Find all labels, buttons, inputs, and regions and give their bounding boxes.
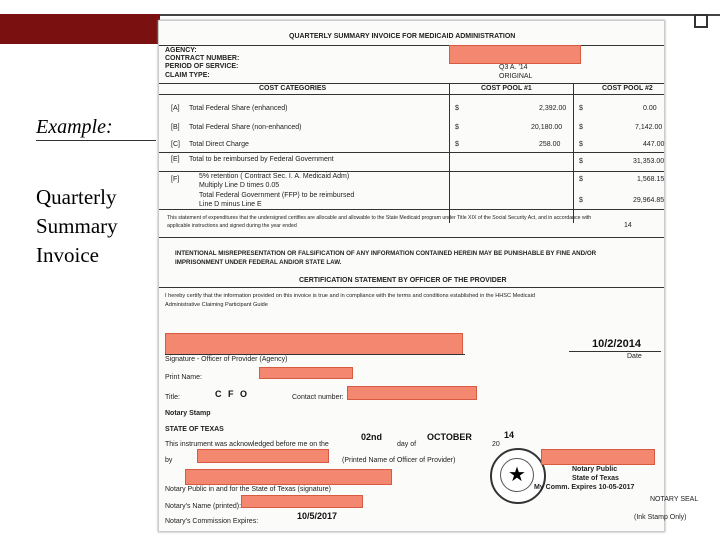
title-value: C F O: [215, 389, 249, 399]
signature-label: Signature - Officer of Provider (Agency): [165, 356, 288, 363]
currency-sign: $: [579, 141, 583, 148]
redaction-notary-stamp-name: [541, 449, 655, 465]
row-pool2-value: 7,142.00: [635, 124, 663, 131]
notary-public-line: Notary Public in and for the State of Texas (signature): [165, 486, 332, 493]
currency-sign: $: [579, 158, 583, 165]
redaction-print-name: [259, 367, 353, 379]
row-label-line: Line D minus Line E: [199, 201, 262, 208]
currency-sign: $: [579, 197, 583, 204]
row-total2-value: 29,964.85: [633, 197, 665, 204]
row-key: [B]: [171, 124, 180, 131]
date-label: Date: [627, 353, 642, 360]
period-label: PERIOD OF SERVICE:: [165, 63, 239, 70]
slide-subtitle: [36, 183, 118, 270]
printed-officer-label: (Printed Name of Officer of Provider): [342, 457, 456, 464]
commission-date: 10/5/2017: [297, 511, 338, 521]
subtitle-line: Invoice: [36, 243, 99, 267]
subtitle-line: Summary: [36, 214, 118, 238]
seal-label: NOTARY SEAL: [650, 496, 699, 503]
notary-stamp-label: Notary Stamp: [165, 410, 211, 417]
currency-sign: $: [455, 124, 459, 131]
row-total-value: 31,353.00: [633, 158, 665, 165]
row-key: [A]: [171, 105, 180, 112]
redaction-contact: [347, 386, 477, 400]
print-name-label: Print Name:: [165, 374, 202, 381]
row-key: [C]: [171, 141, 180, 148]
corner-square-icon: [694, 14, 708, 28]
col-cost-pool-2: COST POOL #2: [602, 85, 653, 92]
col-cost-categories: COST CATEGORIES: [259, 85, 327, 92]
statement-year: 14: [624, 222, 632, 229]
row-label-line: Multiply Line D times 0.05: [199, 182, 280, 189]
row-total1-value: 1,568.15: [637, 176, 665, 183]
ack-day: 02nd: [361, 432, 383, 442]
row-pool1-value: 258.00: [539, 141, 561, 148]
title-label: Title:: [165, 394, 180, 401]
notary-name-label: Notary's Name (printed):: [165, 503, 242, 510]
title-underline: [36, 140, 156, 141]
row-label-line: 5% retention ( Contract Sec. I. A. Medicaid Adm): [199, 173, 350, 180]
stamp-line: Notary Public: [572, 466, 618, 473]
currency-sign: $: [455, 105, 459, 112]
cert-title: CERTIFICATION STATEMENT BY OFFICER OF THE PROVIDER: [299, 277, 507, 284]
by-label: by: [165, 457, 173, 464]
row-key: [E]: [171, 156, 180, 163]
stamp-line: State of Texas: [572, 475, 619, 482]
redaction-by-name: [197, 449, 329, 463]
row-label-line: Total Federal Government (FFP) to be reimbursed: [199, 192, 355, 199]
warning-text: INTENTIONAL MISREPRESENTATION OR FALSIFICATION OF ANY INFORMATION CONTAINED HEREIN MAY BE PUNISHABLE BY FINE AND/OR IMPRISONMENT UNDER FEDERAL AND/OR STATE LAW.: [175, 250, 597, 266]
contract-label: CONTRACT NUMBER:: [165, 55, 240, 62]
ack-year: 14: [504, 430, 515, 440]
row-pool2-value: 447.00: [643, 141, 665, 148]
ack-year-prefix: 20: [492, 441, 500, 448]
title-bar-accent: [0, 14, 160, 44]
row-label: Total Direct Charge: [189, 141, 249, 148]
cert-text: I hereby certify that the information provided on this invoice is true and in compliance with the terms and conditions established in the HHSC Medicaid: [165, 293, 536, 299]
acknowledged-text: This instrument was acknowledged before me on the: [165, 441, 329, 448]
commission-label: Notary's Commission Expires:: [165, 518, 259, 525]
invoice-header: QUARTERLY SUMMARY INVOICE FOR MEDICAID ADMINISTRATION: [289, 33, 516, 40]
row-pool1-value: 2,392.00: [539, 105, 567, 112]
ack-month: OCTOBER: [427, 432, 472, 442]
contact-label: Contact number:: [292, 394, 344, 401]
slide-title: Example:: [36, 116, 113, 138]
redaction-notary-name: [241, 495, 363, 508]
row-label: Total to be reimbursed by Federal Government: [189, 156, 334, 163]
period-value: Q3 A. '14: [499, 64, 528, 71]
redaction-agency: [449, 45, 581, 64]
row-label: Total Federal Share (non-enhanced): [189, 124, 302, 131]
currency-sign: $: [579, 176, 583, 183]
notary-seal-icon: ★: [490, 448, 546, 504]
signed-date: 10/2/2014: [592, 338, 641, 350]
state-label: STATE OF TEXAS: [165, 426, 224, 433]
statement-text: This statement of expenditures that the undersigned certifies are allocable and allowable to the State Medicaid program under Title XIX of the Social Security Act, and in accordance with applicable instructions and signed during the year ended: [167, 215, 592, 229]
currency-sign: $: [579, 105, 583, 112]
agency-label: AGENCY:: [165, 47, 197, 54]
redaction-notary-signature: [185, 469, 392, 485]
col-cost-pool-1: COST POOL #1: [481, 85, 532, 92]
cert-text: Administrative Claiming Participant Guide: [165, 302, 268, 308]
stamp-line: My Comm. Expires 10-05-2017: [534, 484, 635, 491]
ink-stamp-label: (Ink Stamp Only): [634, 514, 687, 521]
row-pool2-value: 0.00: [643, 105, 657, 112]
row-label: Total Federal Share (enhanced): [189, 105, 288, 112]
subtitle-line: Quarterly: [36, 185, 117, 209]
row-pool1-value: 20,180.00: [531, 124, 563, 131]
row-key: [F]: [171, 176, 180, 183]
claim-label: CLAIM TYPE:: [165, 72, 210, 79]
day-of-label: day of: [397, 441, 417, 448]
claim-value: ORIGINAL: [499, 73, 533, 80]
currency-sign: $: [455, 141, 459, 148]
redaction-signature: [165, 333, 463, 355]
currency-sign: $: [579, 124, 583, 131]
